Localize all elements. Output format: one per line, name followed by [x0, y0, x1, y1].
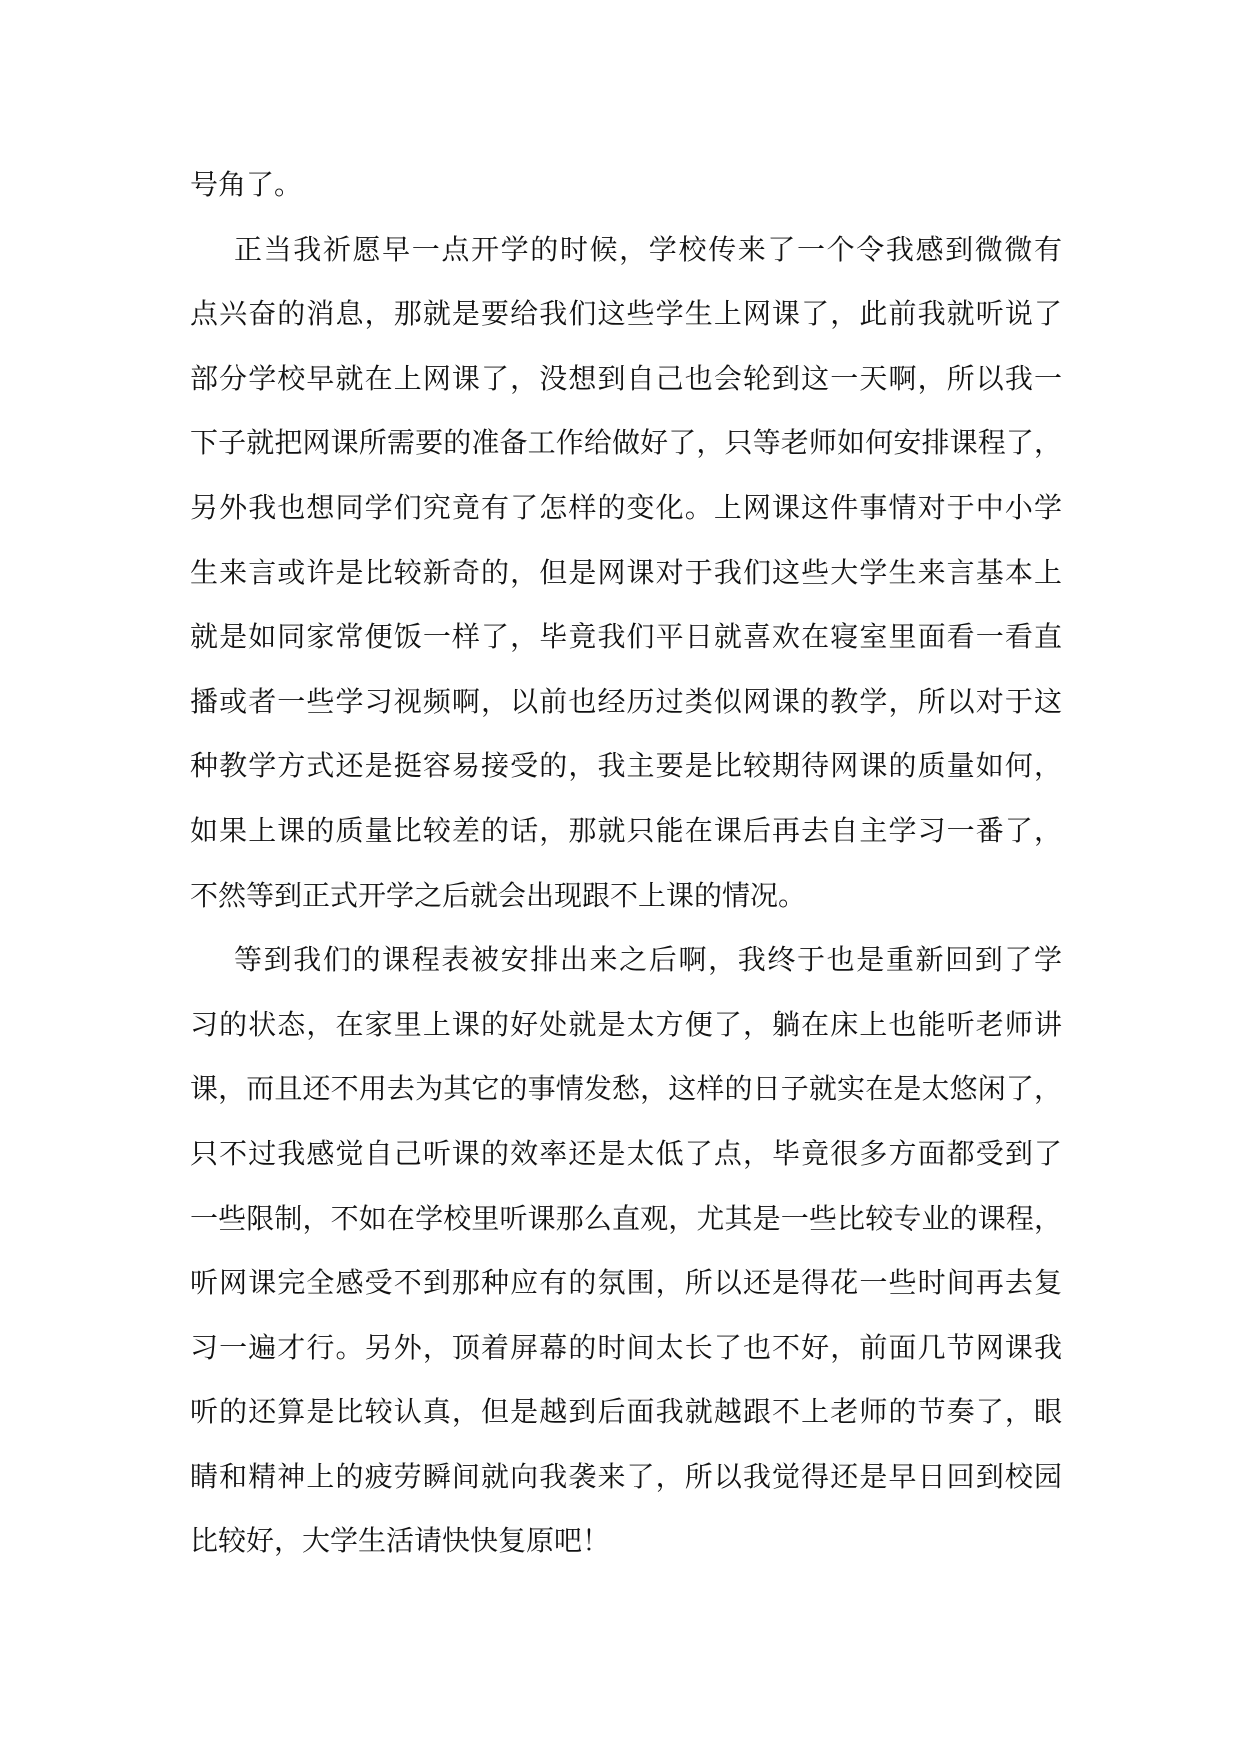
text-line: 播或者一些学习视频啊，以前也经历过类似网课的教学，所以对于这 [190, 684, 1062, 718]
paragraph [190, 153, 1062, 218]
text-line: 只不过我感觉自己听课的效率还是太低了点，毕竟很多方面都受到了 [190, 1136, 1062, 1170]
text-line: 部分学校早就在上网课了，没想到自己也会轮到这一天啊，所以我一 [190, 361, 1062, 395]
text-line: 种教学方式还是挺容易接受的，我主要是比较期待网课的质量如何， [190, 749, 1062, 783]
text-line: 下子就把网课所需要的准备工作给做好了，只等老师如何安排课程了， [190, 426, 1062, 460]
paragraph [190, 218, 1062, 929]
text-line: 就是如同家常便饭一样了，毕竟我们平日就喜欢在寝室里面看一看直 [190, 620, 1062, 654]
paragraph [190, 928, 1062, 1574]
text-line: 一些限制，不如在学校里听课那么直观，尤其是一些比较专业的课程， [190, 1201, 1062, 1235]
text-line: 习的状态，在家里上课的好处就是太方便了，躺在床上也能听老师讲 [190, 1007, 1062, 1041]
text-line: 不然等到正式开学之后就会出现跟不上课的情况。 [190, 878, 807, 912]
text-line: 听的还算是比较认真，但是越到后面我就越跟不上老师的节奏了，眼 [190, 1395, 1062, 1429]
text-line: 等到我们的课程表被安排出来之后啊，我终于也是重新回到了学 [234, 943, 1062, 977]
text-line: 习一遍才行。另外，顶着屏幕的时间太长了也不好，前面几节网课我 [190, 1330, 1062, 1364]
text-line: 另外我也想同学们究竟有了怎样的变化。上网课这件事情对于中小学 [190, 490, 1062, 524]
text-line: 正当我祈愿早一点开学的时候，学校传来了一个令我感到微微有 [234, 232, 1062, 266]
text-line: 号角了。 [190, 168, 303, 201]
text-line: 睛和精神上的疲劳瞬间就向我袭来了，所以我觉得还是早日回到校园 [190, 1459, 1062, 1493]
text-line: 生来言或许是比较新奇的，但是网课对于我们这些大学生来言基本上 [190, 555, 1062, 589]
text-line: 点兴奋的消息，那就是要给我们这些学生上网课了，此前我就听说了 [190, 297, 1062, 331]
text-line: 课，而且还不用去为其它的事情发愁，这样的日子就实在是太悠闲了， [190, 1072, 1062, 1106]
text-line: 听网课完全感受不到那种应有的氛围，所以还是得花一些时间再去复 [190, 1266, 1062, 1300]
text-line: 如果上课的质量比较差的话，那就只能在课后再去自主学习一番了， [190, 813, 1062, 847]
body-text [190, 153, 1062, 1574]
text-line: 比较好，大学生活请快快复原吧！ [190, 1524, 611, 1558]
